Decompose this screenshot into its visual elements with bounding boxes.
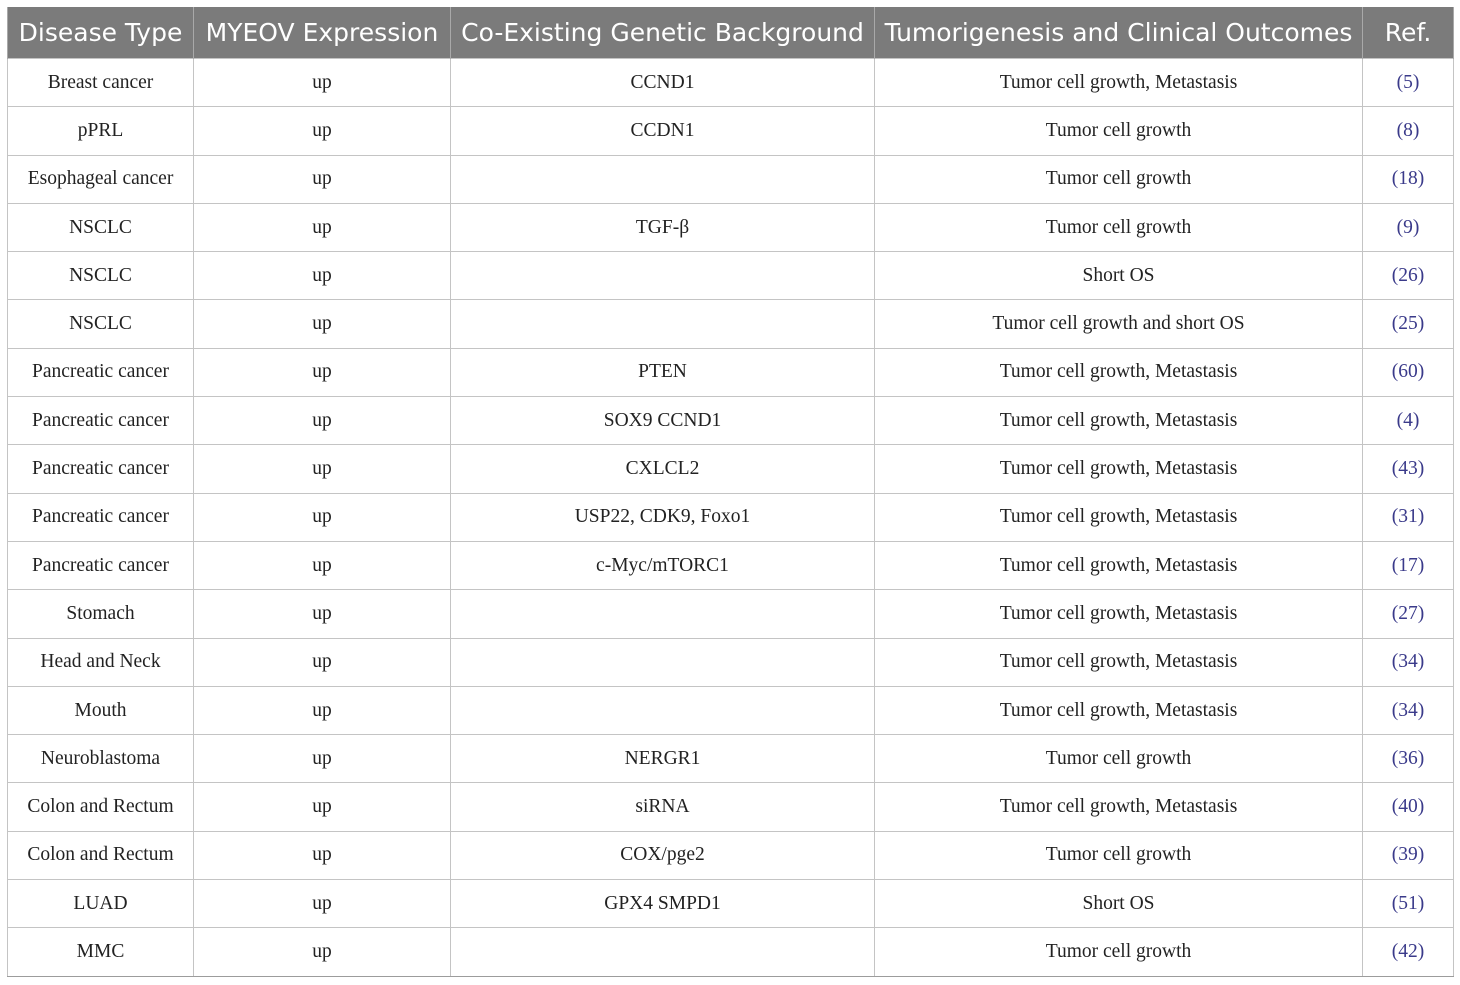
outcome-cell: Tumor cell growth and short OS (875, 300, 1363, 348)
ref-link[interactable]: (36) (1363, 735, 1454, 783)
disease-type-cell: Stomach (8, 590, 194, 638)
table-row (8, 348, 1454, 396)
genetic-background-cell: NERGR1 (451, 735, 875, 783)
ref-link[interactable]: (17) (1363, 541, 1454, 589)
table-row (8, 59, 1454, 107)
table-row (8, 107, 1454, 155)
outcome-cell: Tumor cell growth, Metastasis (875, 348, 1363, 396)
table-row (8, 397, 1454, 445)
expression-cell: up (194, 107, 451, 155)
ref-link[interactable]: (31) (1363, 493, 1454, 541)
genetic-background-cell: SOX9 CCND1 (451, 397, 875, 445)
genetic-background-cell: c-Myc/mTORC1 (451, 541, 875, 589)
genetic-background-cell (451, 590, 875, 638)
outcome-cell: Short OS (875, 880, 1363, 928)
genetic-background-cell: CCDN1 (451, 107, 875, 155)
genetic-background-cell: CXLCL2 (451, 445, 875, 493)
data-table-container (7, 7, 1453, 977)
outcome-cell: Tumor cell growth (875, 928, 1363, 976)
disease-type-cell: Neuroblastoma (8, 735, 194, 783)
disease-type-cell: Pancreatic cancer (8, 541, 194, 589)
disease-type-cell: Esophageal cancer (8, 155, 194, 203)
outcome-cell: Tumor cell growth, Metastasis (875, 493, 1363, 541)
expression-cell: up (194, 735, 451, 783)
header-row (8, 7, 1454, 59)
genetic-background-cell (451, 686, 875, 734)
genetic-background-cell: TGF-β (451, 203, 875, 251)
outcome-cell: Tumor cell growth, Metastasis (875, 783, 1363, 831)
genetic-background-cell (451, 252, 875, 300)
disease-type-cell: Mouth (8, 686, 194, 734)
expression-cell: up (194, 831, 451, 879)
table-row (8, 541, 1454, 589)
table-row (8, 493, 1454, 541)
table-row (8, 686, 1454, 734)
expression-cell: up (194, 445, 451, 493)
disease-type-cell: LUAD (8, 880, 194, 928)
expression-cell: up (194, 348, 451, 396)
genetic-background-cell: COX/pge2 (451, 831, 875, 879)
ref-link[interactable]: (18) (1363, 155, 1454, 203)
expression-cell: up (194, 638, 451, 686)
expression-cell: up (194, 541, 451, 589)
ref-link[interactable]: (43) (1363, 445, 1454, 493)
disease-type-cell: Pancreatic cancer (8, 493, 194, 541)
table-row (8, 203, 1454, 251)
table-row (8, 300, 1454, 348)
genetic-background-cell: PTEN (451, 348, 875, 396)
disease-type-cell: Colon and Rectum (8, 831, 194, 879)
ref-link[interactable]: (25) (1363, 300, 1454, 348)
table-row (8, 445, 1454, 493)
disease-type-cell: Pancreatic cancer (8, 348, 194, 396)
header-disease-type: Disease Type (8, 7, 194, 59)
outcome-cell: Tumor cell growth, Metastasis (875, 686, 1363, 734)
outcome-cell: Tumor cell growth (875, 735, 1363, 783)
disease-type-cell: Colon and Rectum (8, 783, 194, 831)
genetic-background-cell: siRNA (451, 783, 875, 831)
expression-cell: up (194, 397, 451, 445)
disease-type-cell: Breast cancer (8, 59, 194, 107)
outcome-cell: Tumor cell growth, Metastasis (875, 638, 1363, 686)
outcome-cell: Tumor cell growth, Metastasis (875, 445, 1363, 493)
disease-table (7, 7, 1454, 977)
table-row (8, 880, 1454, 928)
header-clinical-outcomes: Tumorigenesis and Clinical Outcomes (875, 7, 1363, 59)
expression-cell: up (194, 155, 451, 203)
disease-type-cell: pPRL (8, 107, 194, 155)
table-row (8, 735, 1454, 783)
expression-cell: up (194, 203, 451, 251)
ref-link[interactable]: (8) (1363, 107, 1454, 155)
header-myeov-expression: MYEOV Expression (194, 7, 451, 59)
ref-link[interactable]: (51) (1363, 880, 1454, 928)
genetic-background-cell (451, 638, 875, 686)
expression-cell: up (194, 590, 451, 638)
table-body (8, 59, 1454, 977)
outcome-cell: Tumor cell growth, Metastasis (875, 590, 1363, 638)
expression-cell: up (194, 783, 451, 831)
expression-cell: up (194, 300, 451, 348)
ref-link[interactable]: (34) (1363, 686, 1454, 734)
expression-cell: up (194, 59, 451, 107)
disease-type-cell: NSCLC (8, 203, 194, 251)
table-row (8, 831, 1454, 879)
disease-type-cell: NSCLC (8, 252, 194, 300)
expression-cell: up (194, 880, 451, 928)
genetic-background-cell: GPX4 SMPD1 (451, 880, 875, 928)
outcome-cell: Tumor cell growth (875, 155, 1363, 203)
genetic-background-cell (451, 928, 875, 976)
header-ref: Ref. (1363, 7, 1454, 59)
table-row (8, 783, 1454, 831)
genetic-background-cell (451, 300, 875, 348)
header-genetic-background: Co-Existing Genetic Background (451, 7, 875, 59)
outcome-cell: Tumor cell growth (875, 831, 1363, 879)
expression-cell: up (194, 928, 451, 976)
table-row (8, 155, 1454, 203)
ref-link[interactable]: (39) (1363, 831, 1454, 879)
disease-type-cell: Head and Neck (8, 638, 194, 686)
ref-link[interactable]: (9) (1363, 203, 1454, 251)
table-row (8, 252, 1454, 300)
outcome-cell: Tumor cell growth, Metastasis (875, 397, 1363, 445)
genetic-background-cell: CCND1 (451, 59, 875, 107)
disease-type-cell: Pancreatic cancer (8, 445, 194, 493)
table-row (8, 638, 1454, 686)
expression-cell: up (194, 252, 451, 300)
table-row (8, 928, 1454, 976)
genetic-background-cell (451, 155, 875, 203)
ref-link[interactable]: (34) (1363, 638, 1454, 686)
ref-link[interactable]: (42) (1363, 928, 1454, 976)
disease-type-cell: Pancreatic cancer (8, 397, 194, 445)
expression-cell: up (194, 493, 451, 541)
outcome-cell: Tumor cell growth, Metastasis (875, 59, 1363, 107)
ref-link[interactable]: (5) (1363, 59, 1454, 107)
ref-link[interactable]: (60) (1363, 348, 1454, 396)
ref-link[interactable]: (4) (1363, 397, 1454, 445)
ref-link[interactable]: (26) (1363, 252, 1454, 300)
disease-type-cell: MMC (8, 928, 194, 976)
expression-cell: up (194, 686, 451, 734)
genetic-background-cell: USP22, CDK9, Foxo1 (451, 493, 875, 541)
outcome-cell: Tumor cell growth (875, 107, 1363, 155)
outcome-cell: Tumor cell growth (875, 203, 1363, 251)
table-row (8, 590, 1454, 638)
outcome-cell: Short OS (875, 252, 1363, 300)
disease-type-cell: NSCLC (8, 300, 194, 348)
ref-link[interactable]: (27) (1363, 590, 1454, 638)
ref-link[interactable]: (40) (1363, 783, 1454, 831)
outcome-cell: Tumor cell growth, Metastasis (875, 541, 1363, 589)
